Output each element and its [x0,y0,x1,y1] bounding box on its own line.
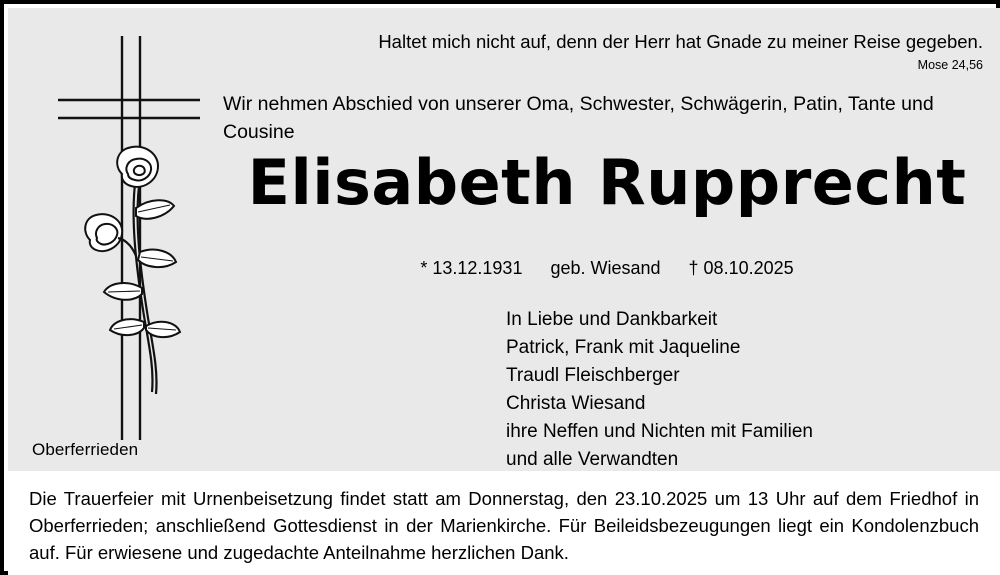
deceased-name: Elisabeth Rupprecht [247,146,967,219]
verse-text: Haltet mich nicht auf, denn der Herr hat Gnade zu meiner Reise gegeben. [378,31,983,52]
family-heading: In Liebe und Dankbarkeit [506,309,718,330]
cross-with-rose-icon [18,26,218,446]
family-block [506,306,813,474]
verse-source: Mose 24,56 [917,58,983,72]
maiden-name: geb. Wiesand [550,258,661,278]
family-member: und alle Verwandten [506,448,679,470]
place-label: Oberferrieden [32,440,139,459]
lower-panel [8,471,1000,575]
family-member: Patrick, Frank mit Jaqueline [506,336,741,358]
family-member: Traudl Fleischberger [506,364,680,386]
birth-date: * 13.12.1931 [420,258,523,278]
intro-text: Wir nehmen Abschied von unserer Oma, Schwester, Schwägerin, Patin, Tante und Cousine [223,93,934,144]
family-member: ihre Neffen und Nichten mit Familien [506,420,813,442]
death-date: † 08.10.2025 [688,258,794,278]
upper-panel [8,8,1000,471]
life-dates [223,258,991,279]
ceremony-text: Die Trauerfeier mit Urnenbeisetzung findet statt am Donnerstag, den 23.10.2025 um 13 Uhr auf dem Friedhof in Oberferrieden; anschließend Gottesdienst in der Marienkirche. Für Beileidsbezeugungen liegt ein Kondolenzbuch auf. Für erwiesene und zugedachte Anteilnahme herzlichen Dank. [29,488,979,563]
family-member: Christa Wiesand [506,392,646,414]
